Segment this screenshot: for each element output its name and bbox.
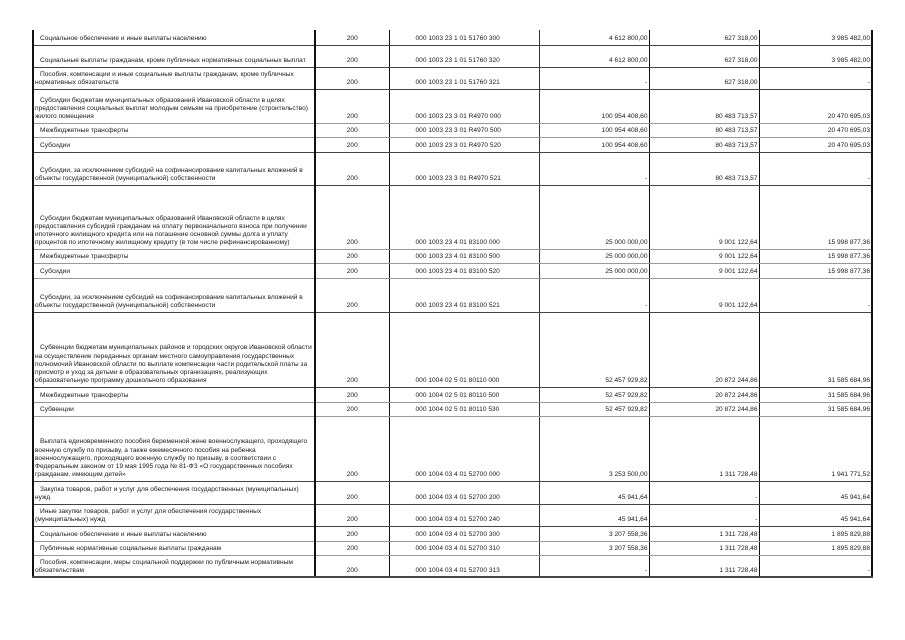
expense-name-cell: [33, 387, 315, 402]
expense-name-cell: [33, 402, 315, 416]
budget-classification-code-cell: 000 1003 23 4 01 83100 500: [389, 249, 539, 263]
budget-classification-code-cell: 000 1003 23 1 01 51760 320: [389, 45, 539, 67]
expense-name: Социальное обеспечение и иные выплаты населению: [40, 35, 207, 43]
table-row: [33, 402, 872, 416]
expense-name: Социальное обеспечение и иные выплаты населению: [40, 531, 207, 539]
budget-classification-code-cell: 000 1003 23 4 01 83100 000: [389, 185, 539, 249]
expense-name-cell: [33, 89, 315, 123]
approved-amount-cell: -: [539, 555, 649, 577]
expense-name: Субсидии, за исключением субсидий на софинансирование капитальных вложений в объекты государственной (муниципальной) собственности: [35, 294, 303, 310]
budget-classification-code-cell: 000 1003 23 4 01 83100 520: [389, 263, 539, 278]
expense-name-cell: [33, 555, 315, 577]
unexecuted-amount-cell: 15 998 877,36: [759, 263, 872, 278]
expense-name: Межбюджетные трансферты: [40, 392, 129, 400]
unexecuted-amount-cell: 31 585 684,96: [759, 402, 872, 416]
line-code-cell: 200: [315, 137, 389, 152]
executed-amount-cell: 1 311 728,48: [649, 541, 759, 555]
line-code-cell: 200: [315, 263, 389, 278]
executed-amount-cell: 9 001 122,64: [649, 185, 759, 249]
table-row: [33, 387, 872, 402]
table-row: [33, 152, 872, 185]
line-code-cell: 200: [315, 387, 389, 402]
expense-name-cell: [33, 185, 315, 249]
unexecuted-amount-cell: 20 470 695,03: [759, 137, 872, 152]
line-code-cell: 200: [315, 278, 389, 312]
approved-amount-cell: -: [539, 152, 649, 185]
executed-amount-cell: -: [649, 504, 759, 526]
unexecuted-amount-cell: 45 941,64: [759, 504, 872, 526]
expense-name: Межбюджетные трансферты: [40, 127, 129, 135]
table-row: [33, 526, 872, 541]
budget-execution-table: [32, 30, 873, 578]
line-code-cell: 200: [315, 185, 389, 249]
line-code-cell: 200: [315, 504, 389, 526]
budget-classification-code-cell: 000 1004 03 4 01 52700 310: [389, 541, 539, 555]
expense-name: Публичные нормативные социальные выплаты гражданам: [40, 545, 222, 553]
approved-amount-cell: 25 000 000,00: [539, 249, 649, 263]
executed-amount-cell: 9 001 122,64: [649, 263, 759, 278]
unexecuted-amount-cell: 45 941,64: [759, 481, 872, 504]
expense-name: Субвенции бюджетам муниципальных районов и городских округов Ивановской области на осуществление переданных органам местного самоуправления государственных полномочий Ивановской области по выплате компенсации части родительской платы за присмотр и уход за детьми в образовательных организациях, реализующих образовательную программу дошкольного образования: [35, 344, 312, 385]
expense-name: Субсидии бюджетам муниципальных образований Ивановской области в целях предоставления субсидий гражданам на оплату первоначального взноса при получении ипотечного жилищного кредита или на погашение основной суммы долга и уплату процентов по ипотечному жилищному кредиту (в том числе рефинансированному): [35, 214, 307, 247]
line-code-cell: 200: [315, 67, 389, 89]
unexecuted-amount-cell: -: [759, 278, 872, 312]
unexecuted-amount-cell: 3 985 482,00: [759, 30, 872, 45]
budget-classification-code-cell: 000 1004 03 4 01 52700 000: [389, 416, 539, 481]
line-code-cell: 200: [315, 555, 389, 577]
unexecuted-amount-cell: -: [759, 555, 872, 577]
table-row: [33, 137, 872, 152]
executed-amount-cell: 1 311 728,48: [649, 416, 759, 481]
executed-amount-cell: 80 483 713,57: [649, 137, 759, 152]
approved-amount-cell: 45 941,64: [539, 504, 649, 526]
executed-amount-cell: 20 872 244,86: [649, 312, 759, 387]
unexecuted-amount-cell: 1 895 829,88: [759, 541, 872, 555]
expense-name: Субвенции: [40, 406, 74, 414]
line-code-cell: 200: [315, 89, 389, 123]
approved-amount-cell: 3 207 558,36: [539, 526, 649, 541]
expense-name-cell: [33, 504, 315, 526]
budget-classification-code-cell: 000 1003 23 4 01 83100 521: [389, 278, 539, 312]
unexecuted-amount-cell: 3 985 482,00: [759, 45, 872, 67]
budget-classification-code-cell: 000 1003 23 3 01 R4970 500: [389, 123, 539, 137]
executed-amount-cell: 9 001 122,64: [649, 278, 759, 312]
unexecuted-amount-cell: -: [759, 152, 872, 185]
unexecuted-amount-cell: 1 895 829,88: [759, 526, 872, 541]
line-code-cell: 200: [315, 45, 389, 67]
expense-name: Субсидии: [40, 268, 71, 276]
executed-amount-cell: 627 318,00: [649, 67, 759, 89]
table-row: [33, 278, 872, 312]
unexecuted-amount-cell: 15 998 877,36: [759, 185, 872, 249]
expense-name-cell: [33, 67, 315, 89]
table-row: [33, 30, 872, 45]
line-code-cell: 200: [315, 123, 389, 137]
expense-name: Субсидии: [40, 142, 71, 150]
expense-name-cell: [33, 249, 315, 263]
unexecuted-amount-cell: 15 998 877,36: [759, 249, 872, 263]
expense-name-cell: [33, 137, 315, 152]
approved-amount-cell: 52 457 929,82: [539, 387, 649, 402]
expense-name-cell: [33, 526, 315, 541]
table-row: [33, 481, 872, 504]
unexecuted-amount-cell: 20 470 695,03: [759, 89, 872, 123]
unexecuted-amount-cell: -: [759, 67, 872, 89]
budget-classification-code-cell: 000 1004 03 4 01 52700 200: [389, 481, 539, 504]
table-row: [33, 555, 872, 577]
approved-amount-cell: 100 954 408,60: [539, 137, 649, 152]
unexecuted-amount-cell: 1 941 771,52: [759, 416, 872, 481]
table-row: [33, 249, 872, 263]
expense-name: Межбюджетные трансферты: [40, 253, 129, 261]
budget-classification-code-cell: 000 1004 02 5 01 80110 000: [389, 312, 539, 387]
expense-name-cell: [33, 312, 315, 387]
approved-amount-cell: -: [539, 278, 649, 312]
approved-amount-cell: 45 941,64: [539, 481, 649, 504]
table-row: [33, 123, 872, 137]
table-body: [33, 30, 872, 577]
table-row: [33, 541, 872, 555]
executed-amount-cell: 80 483 713,57: [649, 123, 759, 137]
expense-name: Субсидии бюджетам муниципальных образований Ивановской области в целях предоставления социальных выплат молодым семьям на приобретение (строительство) жилого помещения: [35, 96, 308, 121]
expense-name-cell: [33, 45, 315, 67]
line-code-cell: 200: [315, 152, 389, 185]
executed-amount-cell: 627 318,00: [649, 30, 759, 45]
line-code-cell: 200: [315, 249, 389, 263]
budget-classification-code-cell: 000 1003 23 1 01 51760 321: [389, 67, 539, 89]
expense-name-cell: [33, 263, 315, 278]
approved-amount-cell: 52 457 929,82: [539, 402, 649, 416]
expense-name-cell: [33, 416, 315, 481]
budget-classification-code-cell: 000 1003 23 3 01 R4970 000: [389, 89, 539, 123]
expense-name: Социальные выплаты гражданам, кроме публичных нормативных социальных выплат: [40, 57, 306, 65]
budget-classification-code-cell: 000 1004 02 5 01 80110 500: [389, 387, 539, 402]
executed-amount-cell: 1 311 728,48: [649, 555, 759, 577]
approved-amount-cell: 3 207 558,36: [539, 541, 649, 555]
table-row: [33, 504, 872, 526]
table-row: [33, 45, 872, 67]
budget-classification-code-cell: 000 1003 23 1 01 51760 300: [389, 30, 539, 45]
line-code-cell: 200: [315, 402, 389, 416]
approved-amount-cell: 4 612 800,00: [539, 30, 649, 45]
executed-amount-cell: 9 001 122,64: [649, 249, 759, 263]
table-row: [33, 185, 872, 249]
executed-amount-cell: 80 483 713,57: [649, 89, 759, 123]
expense-name-cell: [33, 481, 315, 504]
expense-name: Пособия, компенсации, меры социальной поддержки по публичным нормативным обязательствам: [35, 558, 293, 574]
budget-classification-code-cell: 000 1003 23 3 01 R4970 520: [389, 137, 539, 152]
expense-name-cell: [33, 30, 315, 45]
budget-classification-code-cell: 000 1004 03 4 01 52700 313: [389, 555, 539, 577]
executed-amount-cell: 1 311 728,48: [649, 526, 759, 541]
line-code-cell: 200: [315, 526, 389, 541]
expense-name-cell: [33, 278, 315, 312]
approved-amount-cell: 25 000 000,00: [539, 185, 649, 249]
approved-amount-cell: -: [539, 67, 649, 89]
expense-name: Пособия, компенсации и иные социальные выплаты гражданам, кроме публичных нормативных обязательств: [35, 71, 294, 87]
approved-amount-cell: 4 612 800,00: [539, 45, 649, 67]
table-row: [33, 263, 872, 278]
table-row: [33, 89, 872, 123]
unexecuted-amount-cell: 31 585 684,96: [759, 387, 872, 402]
line-code-cell: 200: [315, 30, 389, 45]
approved-amount-cell: 100 954 408,60: [539, 123, 649, 137]
executed-amount-cell: 627 318,00: [649, 45, 759, 67]
expense-name: Субсидии, за исключением субсидий на софинансирование капитальных вложений в объекты государственной (муниципальной) собственности: [35, 167, 303, 183]
budget-classification-code-cell: 000 1004 02 5 01 80110 530: [389, 402, 539, 416]
expense-name: Выплата единовременного пособия беременной жене военнослужащего, проходящего военную службу по призыву, а также ежемесячного пособия на ребенка военнослужащего, проходящего военную службу по призыву, в соответствии с Федеральным законом от 19 мая 1995 года № 81-ФЗ «О государственных пособиях гражданам, имеющим детей»: [35, 438, 308, 479]
executed-amount-cell: -: [649, 481, 759, 504]
executed-amount-cell: 20 872 244,86: [649, 402, 759, 416]
line-code-cell: 200: [315, 312, 389, 387]
table-row: [33, 67, 872, 89]
line-code-cell: 200: [315, 481, 389, 504]
executed-amount-cell: 80 483 713,57: [649, 152, 759, 185]
budget-classification-code-cell: 000 1003 23 3 01 R4970 521: [389, 152, 539, 185]
expense-name: Иные закупки товаров, работ и услуг для обеспечения государственных (муниципальных) нужд: [35, 508, 262, 524]
approved-amount-cell: 52 457 929,82: [539, 312, 649, 387]
approved-amount-cell: 25 000 000,00: [539, 263, 649, 278]
expense-name: Закупка товаров, работ и услуг для обеспечения государственных (муниципальных) нужд: [35, 486, 299, 502]
line-code-cell: 200: [315, 416, 389, 481]
expense-name-cell: [33, 152, 315, 185]
executed-amount-cell: 20 872 244,86: [649, 387, 759, 402]
budget-classification-code-cell: 000 1004 03 4 01 52700 300: [389, 526, 539, 541]
approved-amount-cell: 3 253 500,00: [539, 416, 649, 481]
expense-name-cell: [33, 541, 315, 555]
table-row: [33, 312, 872, 387]
line-code-cell: 200: [315, 541, 389, 555]
expense-name-cell: [33, 123, 315, 137]
unexecuted-amount-cell: 31 585 684,96: [759, 312, 872, 387]
unexecuted-amount-cell: 20 470 695,03: [759, 123, 872, 137]
table-row: [33, 416, 872, 481]
budget-classification-code-cell: 000 1004 03 4 01 52700 240: [389, 504, 539, 526]
approved-amount-cell: 100 954 408,60: [539, 89, 649, 123]
